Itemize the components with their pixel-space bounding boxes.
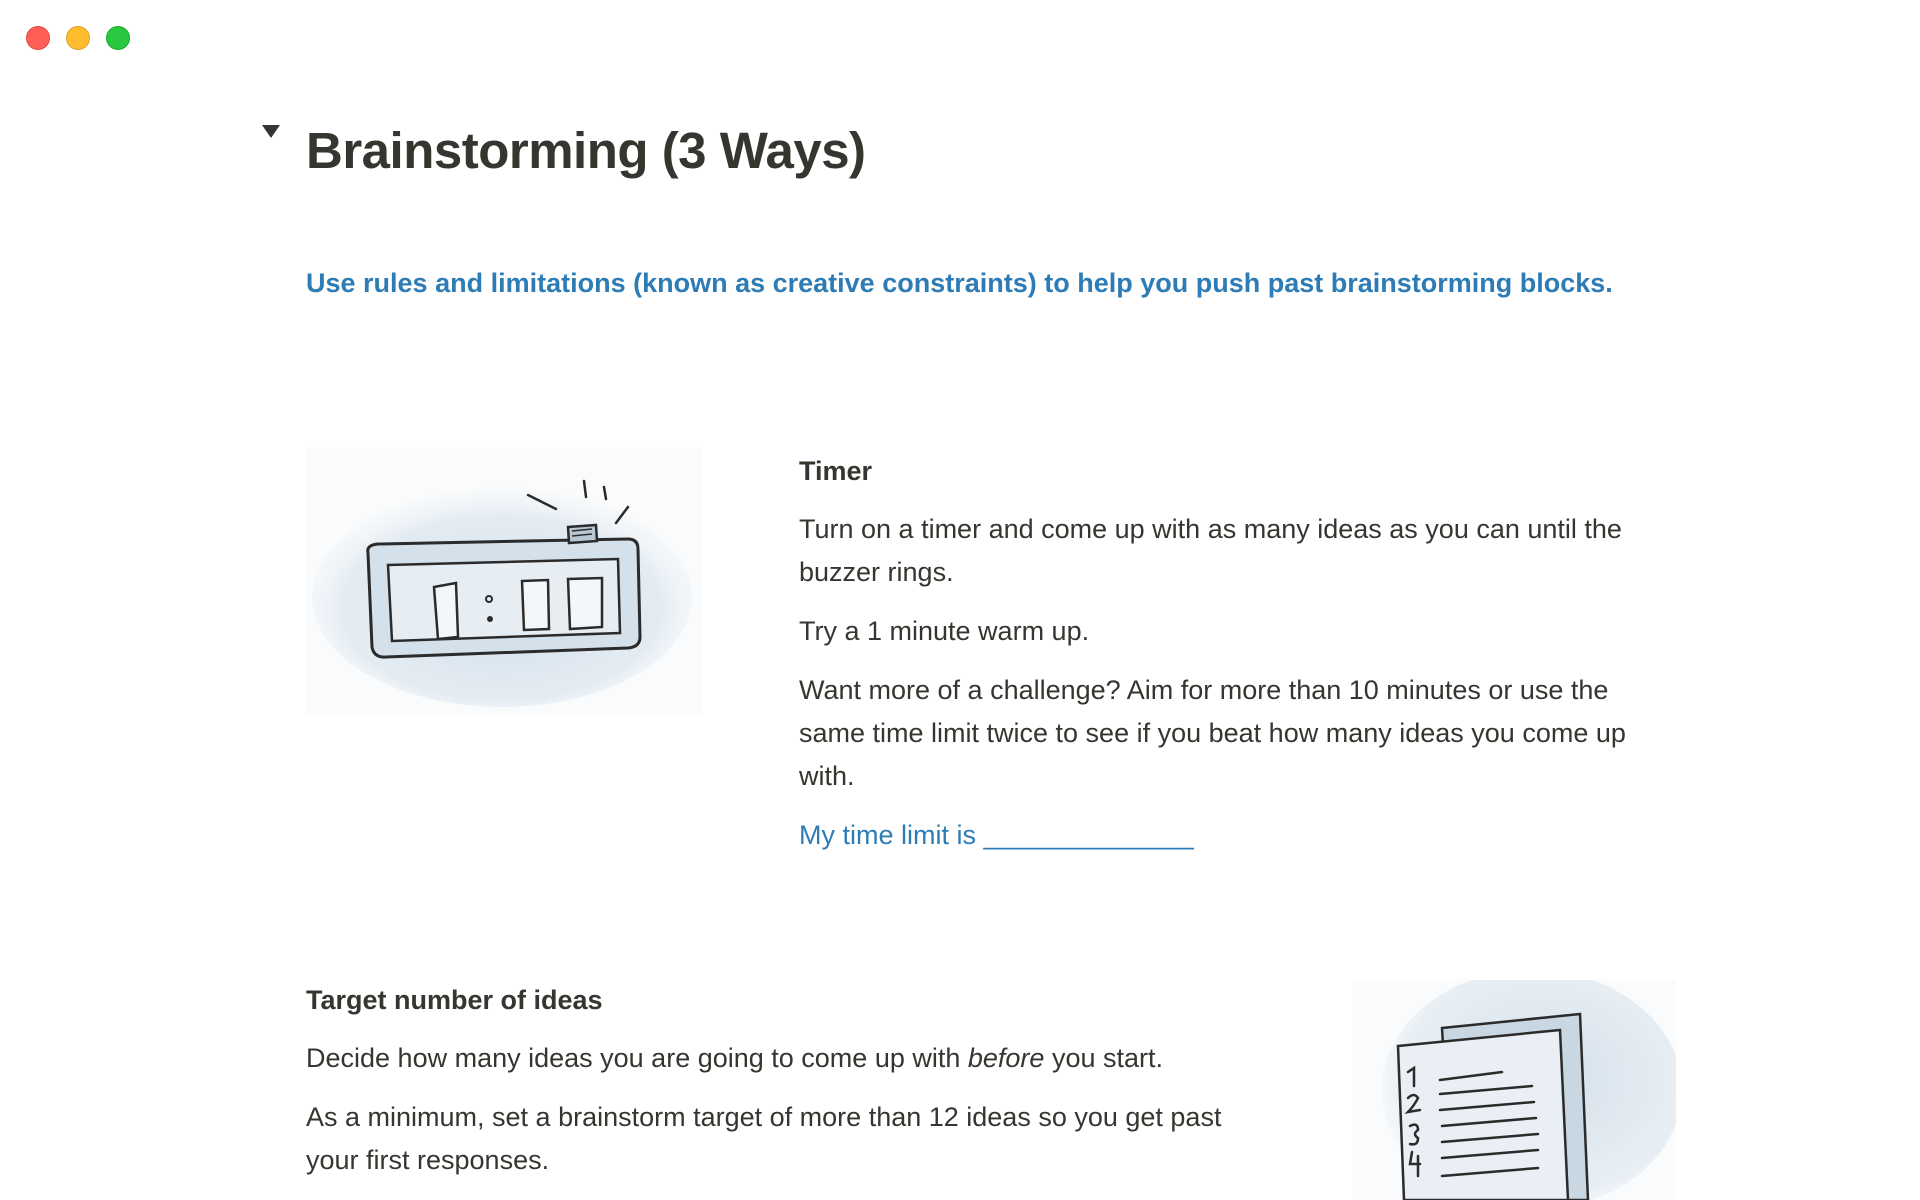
- window-controls: [26, 26, 130, 50]
- target-paragraph-2: As a minimum, set a brainstorm target of more than 12 ideas so you get past your first responses.: [306, 1102, 1222, 1175]
- toggle-block: [258, 118, 284, 144]
- target-section: [306, 980, 1266, 1198]
- timer-paragraph-1: Turn on a timer and come up with as many ideas as you can until the buzzer rings.: [799, 514, 1622, 587]
- triangle-down-icon-graphic: [260, 122, 282, 140]
- close-window-button[interactable]: [26, 26, 50, 50]
- intro-callout: Use rules and limitations (known as creative constraints) to help you push past brainstorming blocks.: [306, 268, 1613, 298]
- target-heading: Target number of ideas: [306, 985, 603, 1015]
- target-p1-before: Decide how many ideas you are going to come up with: [306, 1043, 968, 1073]
- minimize-window-button[interactable]: [66, 26, 90, 50]
- target-paragraph-1: [306, 1037, 1266, 1080]
- time-limit-prompt[interactable]: My time limit is ______________: [799, 820, 1194, 850]
- alarm-clock-drawing: [306, 447, 702, 715]
- page-title: Brainstorming (3 Ways): [306, 122, 866, 179]
- alarm-clock-illustration: [306, 447, 702, 715]
- triangle-down-icon[interactable]: [258, 118, 284, 144]
- timer-heading: Timer: [799, 456, 873, 486]
- maximize-window-button[interactable]: [106, 26, 130, 50]
- timer-section: [799, 451, 1659, 857]
- target-p1-after: you start.: [1044, 1043, 1163, 1073]
- target-p1-emphasis: before: [967, 1043, 1045, 1073]
- timer-paragraph-2: Try a 1 minute warm up.: [799, 616, 1090, 646]
- numbered-list-drawing: [1352, 980, 1676, 1200]
- numbered-list-illustration: [1352, 980, 1676, 1200]
- timer-paragraph-3: Want more of a challenge? Aim for more than 10 minutes or use the same time limit twice to see if you beat how many ideas you come up with.: [799, 675, 1626, 791]
